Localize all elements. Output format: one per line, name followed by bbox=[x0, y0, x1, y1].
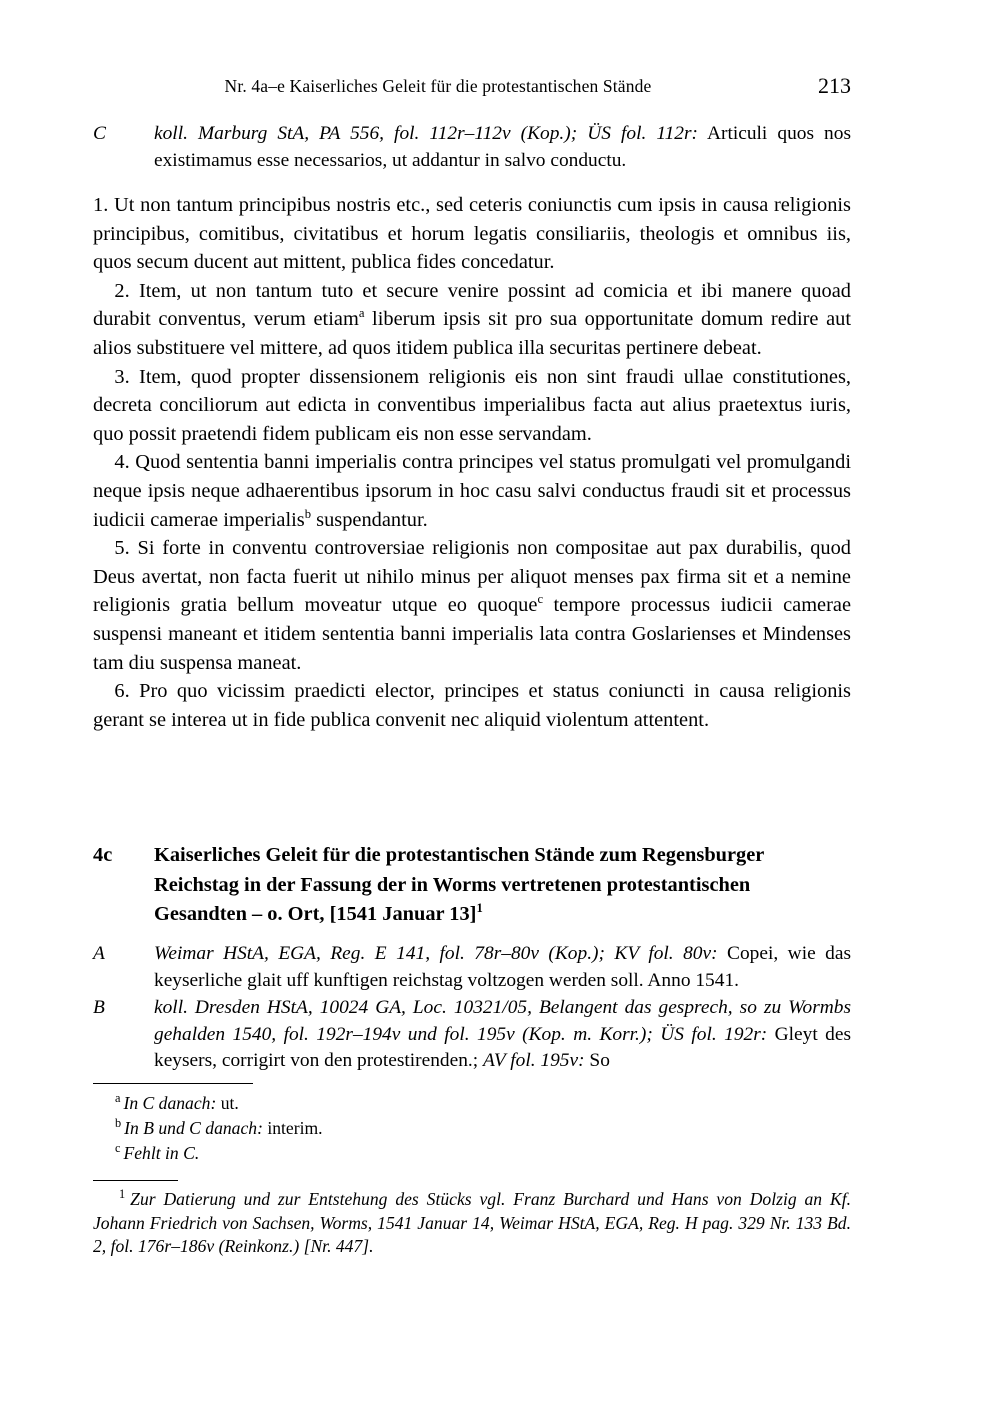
footnote-apparatus-letters bbox=[93, 1091, 851, 1166]
source-entry-c-siglum: C bbox=[93, 123, 106, 144]
footnote-letter-a-mark: a bbox=[115, 1091, 121, 1106]
source-entry-a-siglum: A bbox=[93, 943, 105, 964]
section-heading-4c bbox=[93, 841, 851, 930]
running-head-title: Nr. 4a–e Kaiserliches Geleit für die protestantischen Stände bbox=[224, 76, 652, 96]
article-paragraph-5 bbox=[93, 534, 851, 677]
article-paragraph-2 bbox=[93, 277, 851, 363]
footnote-letter-b bbox=[93, 1116, 851, 1141]
source-entry-a-shelfmark: Weimar HStA, EGA, Reg. E 141, fol. 78r–80v (Kop.); KV fol. 80v: bbox=[154, 943, 718, 964]
article-5-text-after-mark: tempore processus iudicii camerae suspensi maneant et itidem sententia banni imperialis lata contra Goslarienses et Mindenses tam diu suspensa maneat. bbox=[93, 594, 851, 674]
source-entry-b bbox=[93, 995, 851, 1075]
source-entry-b-siglum: B bbox=[93, 997, 105, 1018]
footnote-mark-a: a bbox=[358, 306, 365, 321]
footnote-apparatus-numeric bbox=[93, 1188, 851, 1259]
footnote-mark-1: 1 bbox=[476, 901, 483, 916]
footnote-letter-b-lemma: In B und C danach: bbox=[124, 1118, 263, 1138]
source-entry-b-incipit: Gleyt des keysers, corrigirt von den protestirenden.; bbox=[154, 1023, 852, 1071]
footnote-rule-letters bbox=[93, 1083, 253, 1084]
article-paragraph-4 bbox=[93, 448, 851, 534]
article-2-text-before-mark: 2. Item, ut non tantum tuto et secure venire possint ad comicia et ibi manere quoad durabit conventus, verum etiam bbox=[93, 279, 851, 331]
footnote-letter-a bbox=[93, 1091, 851, 1116]
footnote-numeric-1-mark: 1 bbox=[119, 1187, 126, 1202]
source-entry-b-incipit-2: So bbox=[584, 1050, 610, 1071]
footnote-mark-b: b bbox=[304, 506, 312, 521]
running-head bbox=[93, 73, 851, 102]
article-paragraph-1: 1. Ut non tantum principibus nostris etc., sed ceteris coniunctis cum ipsis in causa religionis principibus, comitibus, civitatibus et horum legatis consiliariis, theologis et omnibus iis, quos secum ducent aut mittent, publica fides concedatur. bbox=[93, 194, 851, 274]
source-entry-a-text bbox=[154, 941, 851, 994]
article-4-text-before-mark: 4. Quod sententia banni imperialis contra principes vel status promulgati vel promulgandi neque ipsis neque adhaerentibus ipsorum in hoc casu salvi conductus fraudi sit et processus iudicii camerae imperialis bbox=[93, 451, 851, 531]
footnote-numeric-1-text: Zur Datierung und zur Entstehung des Stücks vgl. Franz Burchard und Hans von Dolzig an Kf. Johann Friedrich von Sachsen, Worms, 1541 Januar 14, Weimar HStA, EGA, Reg. H pag. 329 Nr. 133 Bd. 2, fol. 176r–186v (Reinkonz.) [Nr. 447]. bbox=[93, 1189, 851, 1256]
source-entry-a bbox=[93, 941, 851, 994]
source-entry-c bbox=[93, 121, 851, 174]
section-heading-line-3-text: Gesandten – o. Ort, [1541 Januar 13] bbox=[154, 903, 477, 925]
source-entry-c-shelfmark: koll. Marburg StA, PA 556, fol. 112r–112v (Kop.); ÜS fol. 112r: bbox=[154, 123, 699, 144]
footnote-letter-b-reading: interim. bbox=[262, 1118, 323, 1138]
articles-body bbox=[93, 191, 851, 734]
footnote-letter-b-mark: b bbox=[115, 1116, 122, 1131]
section-heading-line-1: Kaiserliches Geleit für die protestantischen Stände zum Regensburger bbox=[154, 844, 765, 866]
section-heading-line-3 bbox=[154, 900, 851, 930]
source-entry-c-text bbox=[154, 121, 851, 174]
source-entry-b-text bbox=[154, 995, 851, 1075]
footnote-numeric-1 bbox=[93, 1188, 851, 1259]
source-entry-b-shelfmark: koll. Dresden HStA, 10024 GA, Loc. 10321/05, Belangent das gesprech, so zu Wormbs gehalden 1540, fol. 192r–194v und fol. 195v (Kop. m. Korr.); ÜS fol. 192r: bbox=[154, 997, 851, 1045]
footnote-letter-a-reading: ut. bbox=[216, 1093, 239, 1113]
section-heading-number: 4c bbox=[93, 844, 113, 866]
footnote-mark-c: c bbox=[537, 592, 544, 607]
article-4-text-after-mark: suspendantur. bbox=[311, 508, 428, 531]
footnote-letter-a-lemma: In C danach: bbox=[123, 1093, 217, 1113]
footnote-letter-c-lemma: Fehlt in C. bbox=[123, 1143, 200, 1163]
footnote-rule-numeric bbox=[93, 1180, 178, 1181]
article-2-text-after-mark: liberum ipsis sit pro sua opportunitate domum redire aut alios substituere vel mittere, ad quos itidem publica illa securitas pertinere debeat. bbox=[93, 308, 851, 359]
source-entry-a-incipit: Copei, wie das keyserliche glait uff kunftigen reichstag voltzogen werden soll. Anno 1541. bbox=[154, 943, 852, 991]
article-paragraph-3: 3. Item, quod propter dissensionem religionis eis non sint fraudi ullae constitutiones, decreta conciliorum aut edicta in conventibus imperialibus facta aut alius praetextus iuris, quo possit praetendi fidem publicam eis non esse servandam. bbox=[93, 365, 851, 445]
source-entry-c-incipit: Articuli quos nos existimamus esse necessarios, ut addantur in salvo conductu. bbox=[154, 123, 851, 171]
article-paragraph-6: 6. Pro quo vicissim praedicti elector, principes et status coniuncti in causa religionis gerant se interea ut in fide publica convenit nec aliquid violentum attentent. bbox=[93, 680, 851, 731]
section-heading-text bbox=[154, 841, 851, 930]
footnote-letter-c bbox=[93, 1141, 851, 1166]
section-heading-line-2: Reichstag in der Fassung der in Worms vertretenen protestantischen bbox=[154, 873, 751, 896]
footnote-letter-c-mark: c bbox=[115, 1141, 121, 1156]
page-number: 213 bbox=[818, 73, 851, 98]
source-entry-b-shelfmark-2: AV fol. 195v: bbox=[483, 1050, 585, 1071]
article-5-text-before-mark: 5. Si forte in conventu controversiae religionis non compositae aut pax durabilis, quod Deus avertat, non facta fuerit ut nihilo minus per aliquot menses pax firma sit et a nemine religionis gratia bellum moveatur utque eo quoque bbox=[93, 537, 851, 617]
